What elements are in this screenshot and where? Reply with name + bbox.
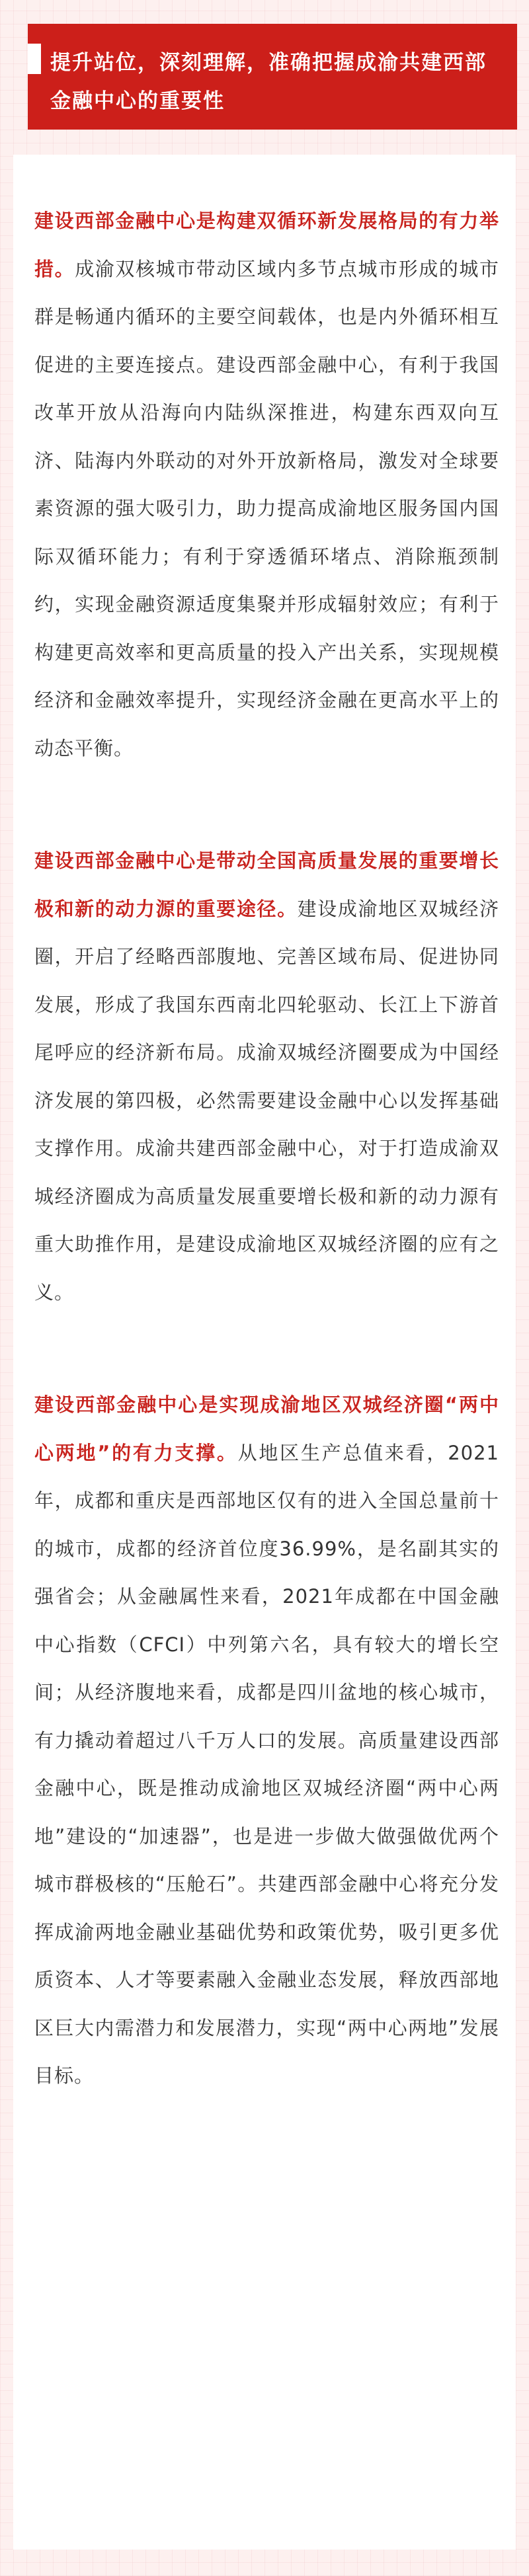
paragraph-2-body: 建设成渝地区双城经济圈，开启了经略西部腹地、完善区域布局、促进协同发展，形成了我国东西南北四轮驱动、长江上下游首尾呼应的经济新布局。成渝双城经济圈要成为中国经济发展的第四极，必然需要建设金融中心以发挥基础支撑作用。成渝共建西部金融中心，对于打造成渝双城经济圈成为高质量发展重要增长极和新的动力源有重大助推作用，是建设成渝地区双城经济圈的应有之义。 (34, 897, 499, 1304)
paragraph-2 (34, 837, 499, 1316)
paragraph-1 (34, 197, 499, 772)
paragraph-3-lead: 建设西部金融中心是实现成渝地区双城经济圈“两中心两地”的有力支撑。 (34, 1393, 499, 1464)
paragraph-3-body: 从地区生产总值来看，2021年，成都和重庆是西部地区仅有的进入全国总量前十的城市，成都的经济首位度36.99%，是名副其实的强省会；从金融属性来看，2021年成都在中国金融中心指数（CFCI）中列第六名，具有较大的增长空间；从经济腹地来看，成都是四川盆地的核心城市，有力撬动着超过八千万人口的发展。高质量建设西部金融中心，既是推动成渝地区双城经济圈“两中心两地”建设的“加速器”，也是进一步做大做强做优两个城市群极核的“压舱石”。共建西部金融中心将充分发挥成渝两地金融业基础优势和政策优势，吸引更多优质资本、人才等要素融入金融业态发展，释放西部地区巨大内需潜力和发展潜力，实现“两中心两地”发展目标。 (34, 1441, 499, 2087)
header-accent-bar (28, 44, 41, 74)
section-header (28, 24, 517, 130)
paragraph-1-body: 成渝双核城市带动区域内多节点城市形成的城市群是畅通内循环的主要空间载体，也是内外循环相互促进的主要连接点。建设西部金融中心，有利于我国改革开放从沿海向内陆纵深推进，构建东西双向互济、陆海内外联动的对外开放新格局，激发对全球要素资源的强大吸引力，助力提高成渝地区服务国内国际双循环能力；有利于穿透循环堵点、消除瓶颈制约，实现金融资源适度集聚并形成辐射效应；有利于构建更高效率和更高质量的投入产出关系，实现规模经济和金融效率提升，实现经济金融在更高水平上的动态平衡。 (34, 257, 499, 760)
paragraph-3 (34, 1381, 499, 2100)
section-title: 提升站位，深刻理解，准确把握成渝共建西部金融中心的重要性 (50, 51, 487, 113)
paragraph-1-lead: 建设西部金融中心是构建双循环新发展格局的有力举措。 (34, 210, 499, 280)
article-card (13, 155, 516, 2550)
paragraph-2-lead: 建设西部金融中心是带动全国高质量发展的重要增长极和新的动力源的重要途径。 (34, 849, 499, 920)
